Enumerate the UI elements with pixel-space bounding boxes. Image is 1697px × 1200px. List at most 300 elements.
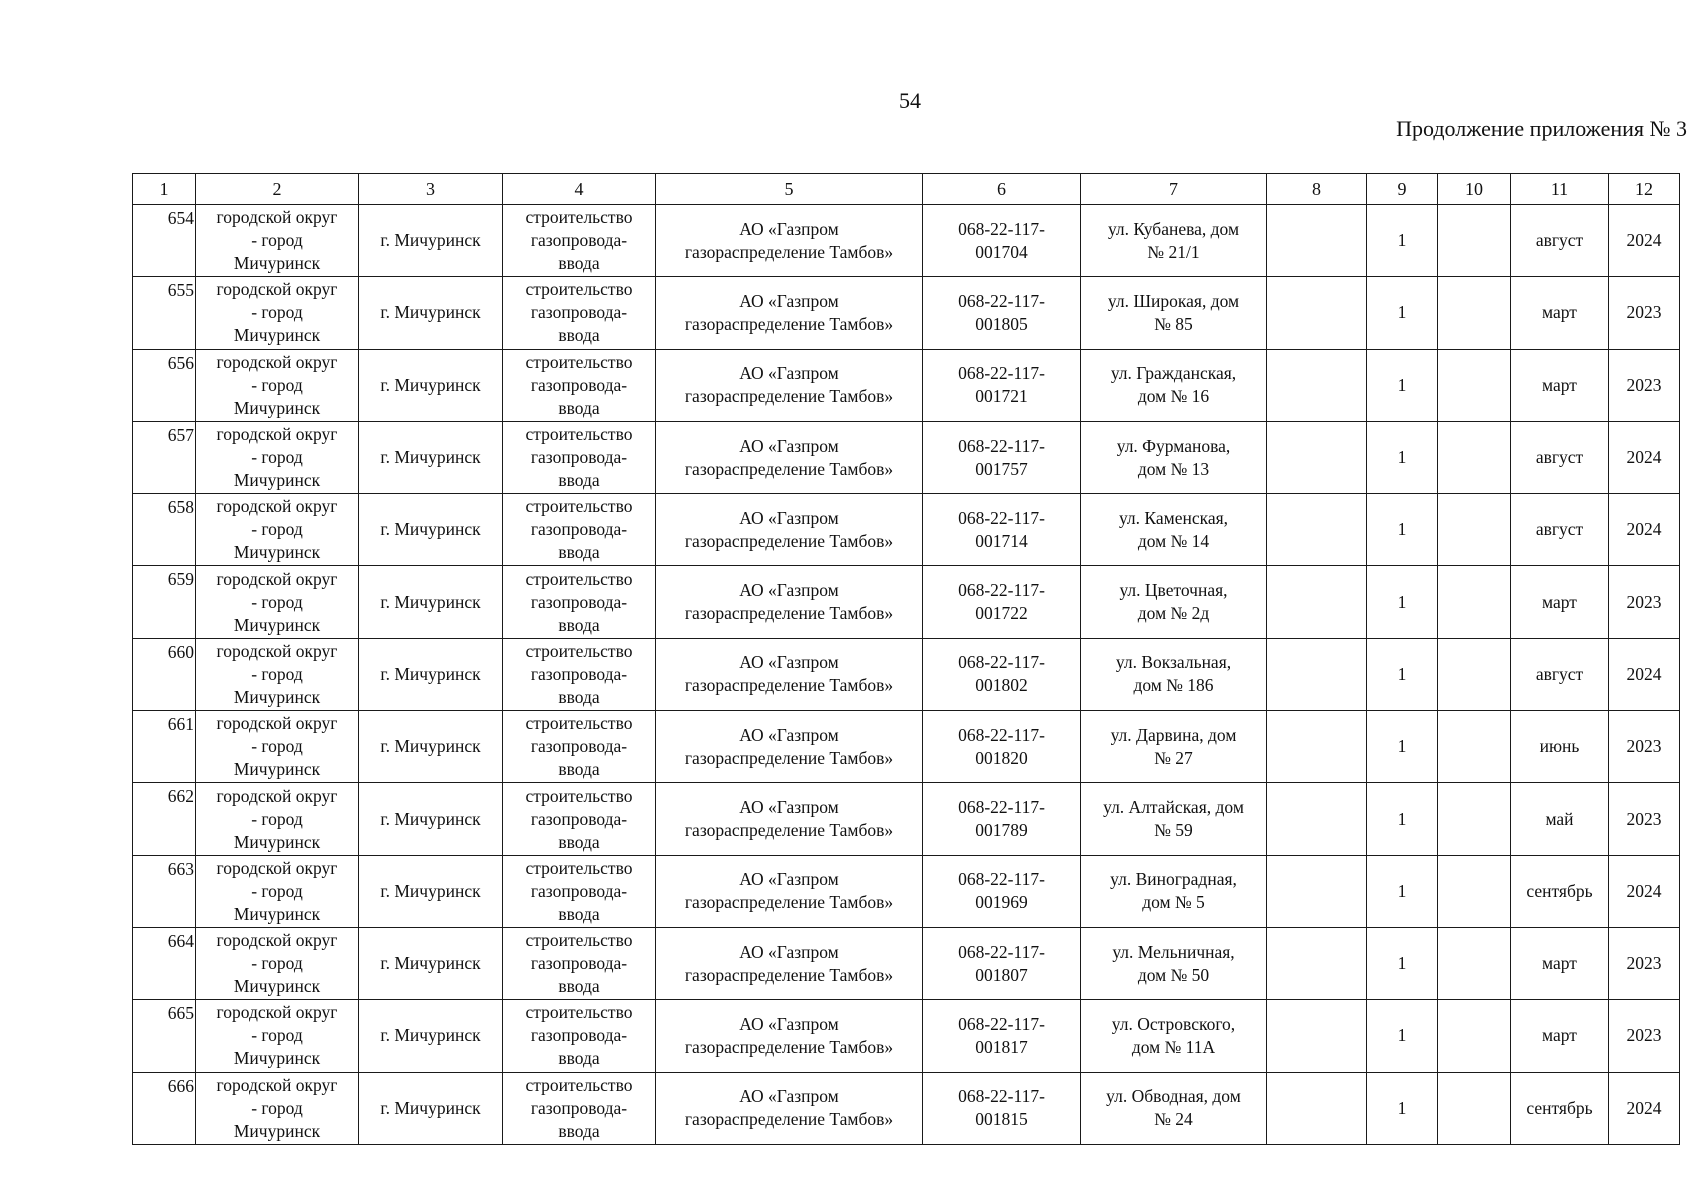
organization-line: газораспределение Тамбов» (684, 241, 894, 262)
municipal-district-line: Мичуринск (233, 397, 321, 418)
object-code-line: 001722 (975, 603, 1028, 624)
column-8-value (1267, 927, 1367, 999)
object-code-line: 068-22-117- (958, 1086, 1045, 1107)
year: 2024 (1609, 494, 1680, 566)
column-10-value (1438, 494, 1511, 566)
organization-line: газораспределение Тамбов» (684, 1109, 894, 1130)
column-header-8: 8 (1267, 174, 1367, 205)
table-row (133, 783, 1680, 855)
quantity: 1 (1367, 277, 1438, 349)
address-line: дом № 5 (1142, 892, 1205, 913)
quantity: 1 (1367, 1000, 1438, 1072)
work-type-line: ввода (558, 1120, 600, 1141)
municipal-district-line: городской округ (216, 713, 338, 734)
column-8-value (1267, 277, 1367, 349)
work-type-line: ввода (558, 831, 600, 852)
column-10-value (1438, 1072, 1511, 1144)
column-10-value (1438, 205, 1511, 277)
work-type-line: газопровода- (530, 663, 628, 684)
month: март (1511, 277, 1609, 349)
municipal-district (196, 927, 359, 999)
address (1081, 1072, 1267, 1144)
address-line: ул. Гражданская, (1110, 363, 1237, 384)
row-number: 658 (133, 494, 196, 566)
address (1081, 421, 1267, 493)
organization-line: газораспределение Тамбов» (684, 386, 894, 407)
settlement: г. Мичуринск (359, 638, 503, 710)
organization-line: газораспределение Тамбов» (684, 1036, 894, 1057)
municipal-district-line: городской округ (216, 857, 338, 878)
address (1081, 494, 1267, 566)
column-header-11: 11 (1511, 174, 1609, 205)
year: 2023 (1609, 1000, 1680, 1072)
work-type (503, 711, 656, 783)
column-10-value (1438, 349, 1511, 421)
table-row (133, 349, 1680, 421)
municipal-district-line: - город (251, 230, 303, 251)
organization (656, 927, 923, 999)
quantity: 1 (1367, 566, 1438, 638)
work-type-line: строительство (525, 640, 633, 661)
month: март (1511, 349, 1609, 421)
page-number: 54 (899, 88, 921, 113)
column-10-value (1438, 638, 1511, 710)
work-type-line: строительство (525, 496, 633, 517)
settlement: г. Мичуринск (359, 205, 503, 277)
work-type-line: строительство (525, 279, 633, 300)
year: 2024 (1609, 638, 1680, 710)
address (1081, 783, 1267, 855)
column-10-value (1438, 927, 1511, 999)
column-header-12: 12 (1609, 174, 1680, 205)
object-code (923, 205, 1081, 277)
column-8-value (1267, 566, 1367, 638)
column-header-5: 5 (656, 174, 923, 205)
settlement: г. Мичуринск (359, 711, 503, 783)
work-type-line: ввода (558, 903, 600, 924)
year: 2024 (1609, 855, 1680, 927)
year: 2024 (1609, 1072, 1680, 1144)
municipal-district-line: - город (251, 736, 303, 757)
work-type (503, 349, 656, 421)
organization-line: газораспределение Тамбов» (684, 313, 894, 334)
address-line: дом № 11А (1131, 1036, 1216, 1057)
month: июнь (1511, 711, 1609, 783)
object-code-line: 001721 (975, 386, 1028, 407)
work-type-line: газопровода- (530, 447, 628, 468)
address (1081, 277, 1267, 349)
settlement: г. Мичуринск (359, 421, 503, 493)
municipal-district-line: Мичуринск (233, 614, 321, 635)
object-code (923, 277, 1081, 349)
appendix-continuation-title: Продолжение приложения № 3 (1396, 116, 1687, 141)
work-type-line: ввода (558, 325, 600, 346)
work-type (503, 421, 656, 493)
organization (656, 638, 923, 710)
quantity: 1 (1367, 638, 1438, 710)
address-line: дом № 16 (1137, 386, 1210, 407)
municipal-district (196, 349, 359, 421)
municipal-district-line: - город (251, 447, 303, 468)
work-type-line: строительство (525, 930, 633, 951)
municipal-district-line: Мичуринск (233, 253, 321, 274)
work-type-line: ввода (558, 1048, 600, 1069)
column-header-10: 10 (1438, 174, 1511, 205)
municipal-district-line: городской округ (216, 424, 338, 445)
object-code-line: 001714 (975, 530, 1028, 551)
column-10-value (1438, 855, 1511, 927)
municipal-district-line: Мичуринск (233, 686, 321, 707)
organization (656, 277, 923, 349)
municipal-district-line: - город (251, 880, 303, 901)
organization-line: АО «Газпром (739, 1086, 839, 1107)
object-code-line: 001807 (975, 964, 1028, 985)
organization-line: АО «Газпром (739, 507, 839, 528)
settlement: г. Мичуринск (359, 1072, 503, 1144)
address-line: дом № 14 (1137, 530, 1210, 551)
municipal-district-line: - город (251, 1097, 303, 1118)
work-type-line: строительство (525, 857, 633, 878)
quantity: 1 (1367, 927, 1438, 999)
work-type-line: газопровода- (530, 736, 628, 757)
column-header-7: 7 (1081, 174, 1267, 205)
municipal-district (196, 1072, 359, 1144)
object-code-line: 001805 (975, 313, 1028, 334)
organization-line: газораспределение Тамбов» (684, 675, 894, 696)
settlement: г. Мичуринск (359, 494, 503, 566)
address (1081, 349, 1267, 421)
row-number: 663 (133, 855, 196, 927)
municipal-district-line: городской округ (216, 351, 338, 372)
object-code-line: 068-22-117- (958, 652, 1045, 673)
municipal-district-line: городской округ (216, 279, 338, 300)
month: август (1511, 494, 1609, 566)
municipal-district-line: - город (251, 663, 303, 684)
settlement: г. Мичуринск (359, 277, 503, 349)
address (1081, 1000, 1267, 1072)
organization (656, 421, 923, 493)
municipal-district-line: - город (251, 1025, 303, 1046)
table-row (133, 638, 1680, 710)
column-8-value (1267, 783, 1367, 855)
row-number: 662 (133, 783, 196, 855)
object-code (923, 855, 1081, 927)
work-type-line: строительство (525, 568, 633, 589)
row-number: 664 (133, 927, 196, 999)
work-type-line: газопровода- (530, 519, 628, 540)
work-type-line: газопровода- (530, 953, 628, 974)
municipal-district-line: городской округ (216, 1074, 338, 1095)
address (1081, 855, 1267, 927)
work-type (503, 638, 656, 710)
work-type-line: ввода (558, 759, 600, 780)
organization (656, 205, 923, 277)
municipal-district-line: городской округ (216, 1002, 338, 1023)
organization-line: АО «Газпром (739, 652, 839, 673)
column-header-9: 9 (1367, 174, 1438, 205)
organization-line: АО «Газпром (739, 435, 839, 456)
work-type-line: строительство (525, 351, 633, 372)
column-10-value (1438, 1000, 1511, 1072)
object-code-line: 068-22-117- (958, 290, 1045, 311)
organization-line: АО «Газпром (739, 941, 839, 962)
object-code-line: 068-22-117- (958, 435, 1045, 456)
municipal-district (196, 566, 359, 638)
object-code-line: 068-22-117- (958, 724, 1045, 745)
municipal-district-line: городской округ (216, 568, 338, 589)
address-line: ул. Фурманова, (1116, 435, 1231, 456)
quantity: 1 (1367, 783, 1438, 855)
year: 2023 (1609, 277, 1680, 349)
municipal-district-line: Мичуринск (233, 470, 321, 491)
month: август (1511, 205, 1609, 277)
work-type-line: газопровода- (530, 302, 628, 323)
object-code-line: 001820 (975, 747, 1028, 768)
object-code (923, 421, 1081, 493)
organization-line: газораспределение Тамбов» (684, 603, 894, 624)
year: 2023 (1609, 711, 1680, 783)
quantity: 1 (1367, 349, 1438, 421)
table-row (133, 855, 1680, 927)
column-8-value (1267, 1000, 1367, 1072)
year: 2023 (1609, 783, 1680, 855)
work-type (503, 205, 656, 277)
object-code-line: 001817 (975, 1036, 1028, 1057)
organization-line: АО «Газпром (739, 797, 839, 818)
organization (656, 494, 923, 566)
registry-table (132, 173, 1680, 1145)
object-code-line: 001757 (975, 458, 1028, 479)
object-code-line: 001815 (975, 1109, 1028, 1130)
work-type-line: строительство (525, 424, 633, 445)
address-line: дом № 186 (1133, 675, 1214, 696)
organization-line: АО «Газпром (739, 363, 839, 384)
table-row (133, 1000, 1680, 1072)
organization (656, 711, 923, 783)
work-type-line: ввода (558, 470, 600, 491)
work-type-line: строительство (525, 1002, 633, 1023)
address-line: ул. Виноградная, (1110, 869, 1237, 890)
column-10-value (1438, 711, 1511, 783)
month: август (1511, 421, 1609, 493)
municipal-district (196, 421, 359, 493)
address (1081, 638, 1267, 710)
address (1081, 927, 1267, 999)
quantity: 1 (1367, 1072, 1438, 1144)
work-type-line: строительство (525, 785, 633, 806)
municipal-district-line: Мичуринск (233, 1120, 321, 1141)
column-10-value (1438, 566, 1511, 638)
object-code-line: 001969 (975, 892, 1028, 913)
settlement: г. Мичуринск (359, 1000, 503, 1072)
organization-line: АО «Газпром (739, 290, 839, 311)
object-code-line: 068-22-117- (958, 363, 1045, 384)
municipal-district-line: - город (251, 953, 303, 974)
municipal-district-line: Мичуринск (233, 759, 321, 780)
municipal-district (196, 205, 359, 277)
year: 2024 (1609, 421, 1680, 493)
column-8-value (1267, 205, 1367, 277)
municipal-district-line: - город (251, 374, 303, 395)
quantity: 1 (1367, 855, 1438, 927)
organization-line: АО «Газпром (739, 580, 839, 601)
work-type-line: строительство (525, 207, 633, 228)
work-type (503, 783, 656, 855)
column-header-3: 3 (359, 174, 503, 205)
work-type-line: газопровода- (530, 230, 628, 251)
municipal-district-line: Мичуринск (233, 325, 321, 346)
column-10-value (1438, 783, 1511, 855)
year: 2023 (1609, 927, 1680, 999)
row-number: 657 (133, 421, 196, 493)
municipal-district-line: - город (251, 302, 303, 323)
object-code-line: 068-22-117- (958, 797, 1045, 818)
work-type (503, 494, 656, 566)
object-code (923, 1000, 1081, 1072)
organization-line: АО «Газпром (739, 724, 839, 745)
work-type-line: строительство (525, 713, 633, 734)
address-line: ул. Широкая, дом (1107, 290, 1240, 311)
municipal-district-line: Мичуринск (233, 1048, 321, 1069)
work-type-line: газопровода- (530, 808, 628, 829)
organization-line: АО «Газпром (739, 869, 839, 890)
work-type-line: ввода (558, 686, 600, 707)
object-code-line: 001802 (975, 675, 1028, 696)
work-type-line: ввода (558, 397, 600, 418)
municipal-district-line: - город (251, 591, 303, 612)
object-code (923, 711, 1081, 783)
organization-line: газораспределение Тамбов» (684, 747, 894, 768)
organization-line: АО «Газпром (739, 218, 839, 239)
table-row (133, 494, 1680, 566)
object-code-line: 068-22-117- (958, 869, 1045, 890)
address-line: № 27 (1154, 747, 1193, 768)
work-type (503, 1000, 656, 1072)
row-number: 654 (133, 205, 196, 277)
column-8-value (1267, 855, 1367, 927)
organization-line: газораспределение Тамбов» (684, 820, 894, 841)
address-line: дом № 13 (1137, 458, 1210, 479)
object-code-line: 068-22-117- (958, 580, 1045, 601)
work-type (503, 566, 656, 638)
address-line: ул. Алтайская, дом (1103, 797, 1244, 818)
address (1081, 711, 1267, 783)
table-row (133, 927, 1680, 999)
municipal-district (196, 1000, 359, 1072)
organization-line: АО «Газпром (739, 1013, 839, 1034)
column-8-value (1267, 638, 1367, 710)
header-row (133, 174, 1680, 205)
object-code (923, 927, 1081, 999)
municipal-district-line: городской округ (216, 785, 338, 806)
work-type (503, 1072, 656, 1144)
work-type-line: ввода (558, 542, 600, 563)
quantity: 1 (1367, 494, 1438, 566)
column-header-6: 6 (923, 174, 1081, 205)
municipal-district-line: - город (251, 808, 303, 829)
year: 2023 (1609, 349, 1680, 421)
object-code (923, 349, 1081, 421)
municipal-district-line: Мичуринск (233, 903, 321, 924)
address-line: ул. Каменская, (1118, 507, 1229, 528)
table-body (133, 205, 1680, 1145)
address-line: ул. Дарвина, дом (1110, 724, 1237, 745)
municipal-district (196, 494, 359, 566)
object-code-line: 068-22-117- (958, 941, 1045, 962)
month: март (1511, 566, 1609, 638)
column-header-4: 4 (503, 174, 656, 205)
table-row (133, 711, 1680, 783)
row-number: 656 (133, 349, 196, 421)
object-code (923, 494, 1081, 566)
address-line: ул. Цветочная, (1119, 580, 1228, 601)
municipal-district-line: Мичуринск (233, 976, 321, 997)
work-type (503, 927, 656, 999)
row-number: 661 (133, 711, 196, 783)
work-type-line: газопровода- (530, 1025, 628, 1046)
address-line: ул. Обводная, дом (1106, 1086, 1241, 1107)
municipal-district-line: - город (251, 519, 303, 540)
municipal-district (196, 711, 359, 783)
work-type-line: ввода (558, 976, 600, 997)
object-code (923, 566, 1081, 638)
month: март (1511, 1000, 1609, 1072)
municipal-district-line: Мичуринск (233, 542, 321, 563)
object-code-line: 068-22-117- (958, 218, 1045, 239)
month: сентябрь (1511, 855, 1609, 927)
object-code (923, 638, 1081, 710)
column-8-value (1267, 494, 1367, 566)
object-code-line: 068-22-117- (958, 1013, 1045, 1034)
work-type-line: газопровода- (530, 591, 628, 612)
row-number: 660 (133, 638, 196, 710)
quantity: 1 (1367, 421, 1438, 493)
table-row (133, 277, 1680, 349)
organization-line: газораспределение Тамбов» (684, 892, 894, 913)
address (1081, 566, 1267, 638)
work-type (503, 855, 656, 927)
month: март (1511, 927, 1609, 999)
column-10-value (1438, 421, 1511, 493)
table-row (133, 205, 1680, 277)
organization (656, 855, 923, 927)
settlement: г. Мичуринск (359, 566, 503, 638)
month: август (1511, 638, 1609, 710)
object-code (923, 783, 1081, 855)
table-row (133, 566, 1680, 638)
municipal-district-line: городской округ (216, 496, 338, 517)
settlement: г. Мичуринск (359, 783, 503, 855)
municipal-district-line: Мичуринск (233, 831, 321, 852)
settlement: г. Мичуринск (359, 349, 503, 421)
address-line: № 21/1 (1147, 241, 1200, 262)
work-type-line: ввода (558, 253, 600, 274)
month: май (1511, 783, 1609, 855)
address-line: ул. Мельничная, (1112, 941, 1235, 962)
year: 2023 (1609, 566, 1680, 638)
organization (656, 349, 923, 421)
table-row (133, 1072, 1680, 1144)
address-line: дом № 2д (1137, 603, 1210, 624)
object-code-line: 068-22-117- (958, 507, 1045, 528)
organization (656, 1072, 923, 1144)
municipal-district (196, 277, 359, 349)
municipal-district (196, 783, 359, 855)
quantity: 1 (1367, 205, 1438, 277)
column-8-value (1267, 711, 1367, 783)
address (1081, 205, 1267, 277)
row-number: 659 (133, 566, 196, 638)
